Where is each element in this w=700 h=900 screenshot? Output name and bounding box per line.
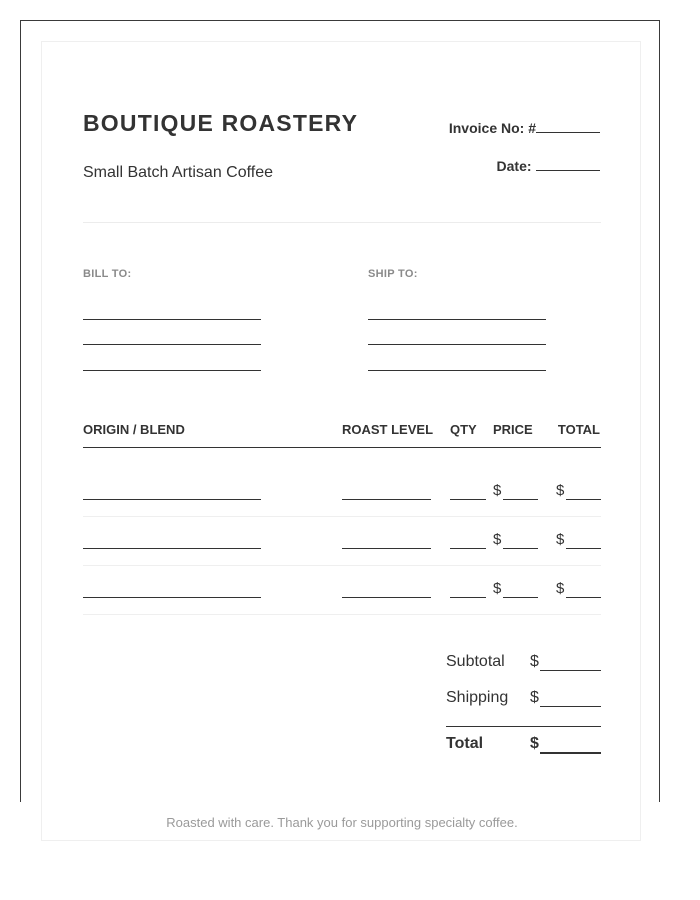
row-2-price-symbol: $ (493, 531, 502, 548)
table-header-rule (83, 447, 601, 448)
total-blank[interactable] (540, 752, 601, 754)
subtotal-blank[interactable] (540, 670, 601, 671)
header-total: TOTAL (557, 422, 600, 437)
row-3-separator (83, 614, 601, 615)
bill-to-label: BILL TO: (83, 268, 132, 280)
ship-to-line-2[interactable] (368, 344, 546, 345)
row-2-total-line[interactable] (566, 548, 601, 549)
subtotal-symbol: $ (530, 653, 539, 670)
total-rule (446, 726, 601, 727)
total-symbol: $ (530, 735, 539, 752)
total-label: Total (446, 735, 484, 752)
ship-to-label: SHIP TO: (368, 268, 418, 280)
shipping-blank[interactable] (540, 706, 601, 707)
ship-to-line-3[interactable] (368, 370, 546, 371)
date-field[interactable] (497, 158, 600, 176)
row-2-roast-line[interactable] (342, 548, 431, 549)
date-blank[interactable] (536, 158, 600, 171)
row-1-price-symbol: $ (493, 482, 502, 499)
subtotal-label: Subtotal (446, 653, 505, 670)
footer-note: Roasted with care. Thank you for supporting specialty coffee. (166, 815, 518, 830)
row-2-total-symbol: $ (556, 531, 565, 548)
header-price: PRICE (493, 422, 533, 437)
invoice-number-blank[interactable] (536, 120, 600, 133)
row-1-roast-line[interactable] (342, 499, 431, 500)
bill-to-line-1[interactable] (83, 319, 261, 320)
row-1-total-line[interactable] (566, 499, 601, 500)
invoice-number-label: Invoice No: # (448, 120, 536, 136)
bill-to-line-3[interactable] (83, 370, 261, 371)
row-1-total-symbol: $ (556, 482, 565, 499)
row-1-origin-line[interactable] (83, 499, 261, 500)
header-qty: QTY (450, 422, 477, 437)
header-divider (83, 222, 601, 223)
company-name: BOUTIQUE ROASTERY (83, 110, 359, 136)
row-3-qty-line[interactable] (450, 597, 486, 598)
date-label: Date: (496, 158, 532, 174)
row-2-price-line[interactable] (503, 548, 538, 549)
row-3-price-line[interactable] (503, 597, 538, 598)
row-2-separator (83, 565, 601, 566)
row-1-price-line[interactable] (503, 499, 538, 500)
row-1-qty-line[interactable] (450, 499, 486, 500)
header-origin-blend: ORIGIN / BLEND (83, 422, 185, 437)
bill-to-line-2[interactable] (83, 344, 261, 345)
row-3-total-line[interactable] (566, 597, 601, 598)
row-3-roast-line[interactable] (342, 597, 431, 598)
shipping-symbol: $ (530, 689, 539, 706)
row-1-separator (83, 516, 601, 517)
ship-to-line-1[interactable] (368, 319, 546, 320)
header-roast-level: ROAST LEVEL (342, 422, 434, 437)
row-2-qty-line[interactable] (450, 548, 486, 549)
shipping-label: Shipping (446, 689, 509, 706)
page-frame (20, 20, 660, 830)
invoice-sheet (41, 41, 641, 841)
row-3-origin-line[interactable] (83, 597, 261, 598)
invoice-number-field[interactable] (449, 120, 600, 138)
row-2-origin-line[interactable] (83, 548, 261, 549)
company-tagline: Small Batch Artisan Coffee (83, 164, 274, 181)
row-3-total-symbol: $ (556, 580, 565, 597)
row-3-price-symbol: $ (493, 580, 502, 597)
